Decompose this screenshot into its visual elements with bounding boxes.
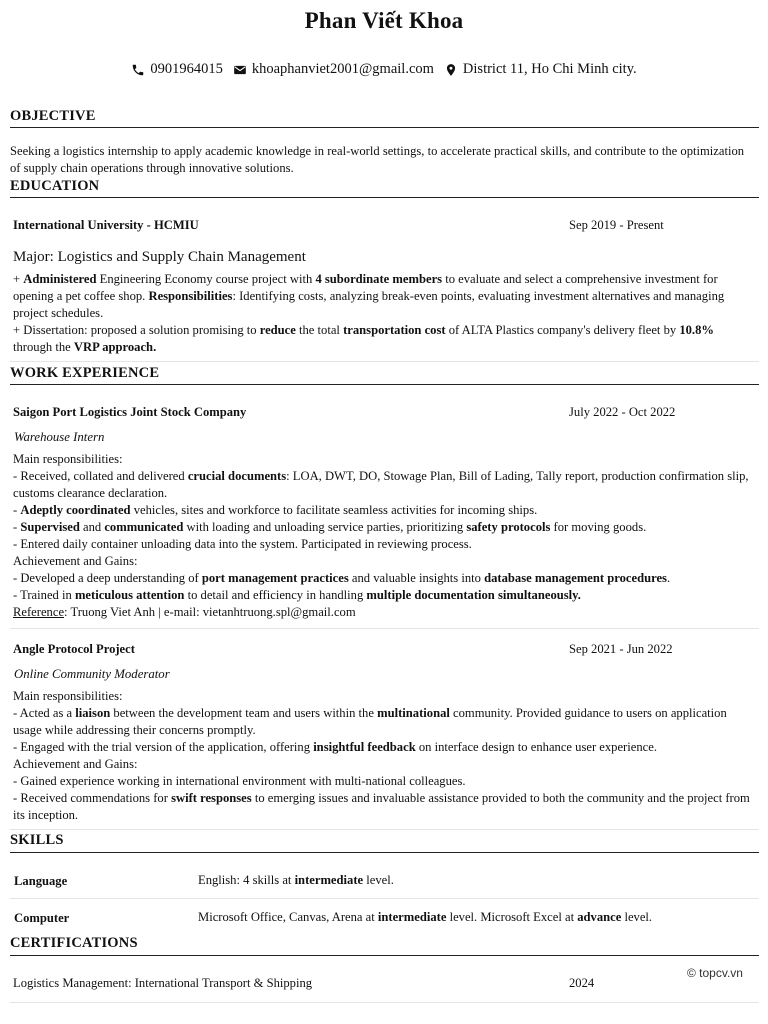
education-divider: [10, 197, 759, 198]
certification-entry: [13, 976, 751, 991]
reference-label: Reference: [13, 605, 65, 619]
education-heading: EDUCATION: [10, 178, 100, 194]
objective-text: Seeking a logistics internship to apply academic knowledge in real-world settings, to accelerate practical skills, and contribute to the optimization of supply chain operations through innovative solutions.: [10, 144, 745, 175]
achievement-label: Achievement and Gains:: [13, 554, 138, 568]
job-1-details: [13, 451, 751, 621]
section-separator: [10, 829, 759, 830]
skill-label-computer: Computer: [14, 911, 70, 925]
education-detail-2: + Dissertation: proposed a solution promising to reduce the total transportation cost of ALTA Plastics company's delivery fleet by 10.8% through the VRP approach.: [13, 323, 714, 354]
job-bullet: - Engaged with the trial version of the application, offering insightful feedback on interface design to enhance user experience.: [13, 740, 657, 754]
achievement-bullet: - Developed a deep understanding of port management practices and valuable insights into database management procedures.: [13, 571, 671, 585]
objective-heading: OBJECTIVE: [10, 108, 96, 124]
achievement-label: Achievement and Gains:: [13, 757, 138, 771]
job-entry-2: [13, 642, 751, 657]
job-bullet: - Supervised and communicated with loading and unloading service parties, prioritizing safety protocols for moving goods.: [13, 520, 647, 534]
education-detail-1: + Administered Engineering Economy course project with 4 subordinate members to evaluate and select a comprehensive investment for opening a pet coffee shop. Responsibilities: Identifying costs, analyzing break-even points, evaluating investment alternatives and managing project schedules.: [13, 272, 725, 320]
certifications-heading: CERTIFICATIONS: [10, 935, 138, 951]
job-date: July 2022 - Oct 2022: [569, 405, 676, 419]
school-name: International University - HCMIU: [13, 218, 199, 232]
reference-line: Reference: Truong Viet Anh | e-mail: vietanhtruong.spl@gmail.com: [13, 605, 356, 619]
education-entry: [13, 218, 751, 233]
work-heading: WORK EXPERIENCE: [10, 365, 160, 381]
job-bullet: - Received, collated and delivered crucial documents: LOA, DWT, DO, Stowage Plan, Bill of Lading, Tally report, production confirmation slip, customs clearance declaration.: [13, 469, 749, 500]
contact-bar: [0, 61, 768, 78]
location-text: District 11, Ho Chi Minh city.: [462, 61, 637, 77]
location-item: [444, 61, 637, 78]
job-role: Online Community Moderator: [14, 667, 170, 681]
skills-divider: [10, 852, 759, 853]
company-name: Angle Protocol Project: [13, 642, 135, 656]
achievement-bullet: - Received commendations for swift responses to emerging issues and invaluable assistance provided to both the community and the project from its inception.: [13, 791, 750, 822]
education-details: [13, 271, 751, 356]
phone-text: 0901964015: [150, 61, 223, 77]
email-text: khoaphanviet2001@gmail.com: [251, 61, 434, 77]
email-item: [233, 61, 434, 78]
section-separator: [10, 1002, 759, 1003]
skills-heading: SKILLS: [10, 832, 64, 848]
certification-name: Logistics Management: International Transport & Shipping: [13, 976, 313, 990]
phone-item: [131, 61, 223, 78]
certifications-divider: [10, 955, 759, 956]
education-major: Major: Logistics and Supply Chain Management: [13, 249, 306, 265]
skill-value-computer: Microsoft Office, Canvas, Arena at intermediate level. Microsoft Excel at advance level.: [198, 910, 653, 924]
phone-icon: [131, 63, 145, 77]
achievement-bullet: - Trained in meticulous attention to detail and efficiency in handling multiple documentation simultaneously.: [13, 588, 581, 602]
resp-label: Main responsibilities:: [13, 452, 123, 466]
achievement-bullet: - Gained experience working in international environment with multi-national colleagues.: [13, 774, 466, 788]
skills-row-separator: [10, 898, 759, 899]
job-role: Warehouse Intern: [14, 430, 105, 444]
company-name: Saigon Port Logistics Joint Stock Company: [13, 405, 247, 419]
resp-label: Main responsibilities:: [13, 689, 123, 703]
skill-value-language: English: 4 skills at intermediate level.: [198, 873, 394, 887]
topcv-watermark: © topcv.vn: [687, 966, 743, 980]
job-bullet: - Entered daily container unloading data into the system. Participated in reviewing process.: [13, 537, 472, 551]
cv-name: Phan Viết Khoa: [304, 8, 464, 33]
skill-label-language: Language: [14, 874, 68, 888]
job-entry-1: [13, 405, 751, 420]
work-divider: [10, 384, 759, 385]
education-date: Sep 2019 - Present: [569, 218, 664, 232]
section-separator: [10, 361, 759, 362]
job-bullet: - Acted as a liaison between the development team and users within the multinational community. Provided guidance to users on application usage while addressing their concerns promptly.: [13, 706, 727, 737]
envelope-icon: [233, 63, 247, 77]
job-bullet: - Adeptly coordinated vehicles, sites and workforce to facilitate seamless activities for incoming ships.: [13, 503, 538, 517]
job-2-details: [13, 688, 751, 824]
job-date: Sep 2021 - Jun 2022: [569, 642, 673, 656]
map-pin-icon: [444, 63, 458, 77]
objective-divider: [10, 127, 759, 128]
certification-year: 2024: [569, 976, 595, 990]
section-separator: [10, 628, 759, 629]
